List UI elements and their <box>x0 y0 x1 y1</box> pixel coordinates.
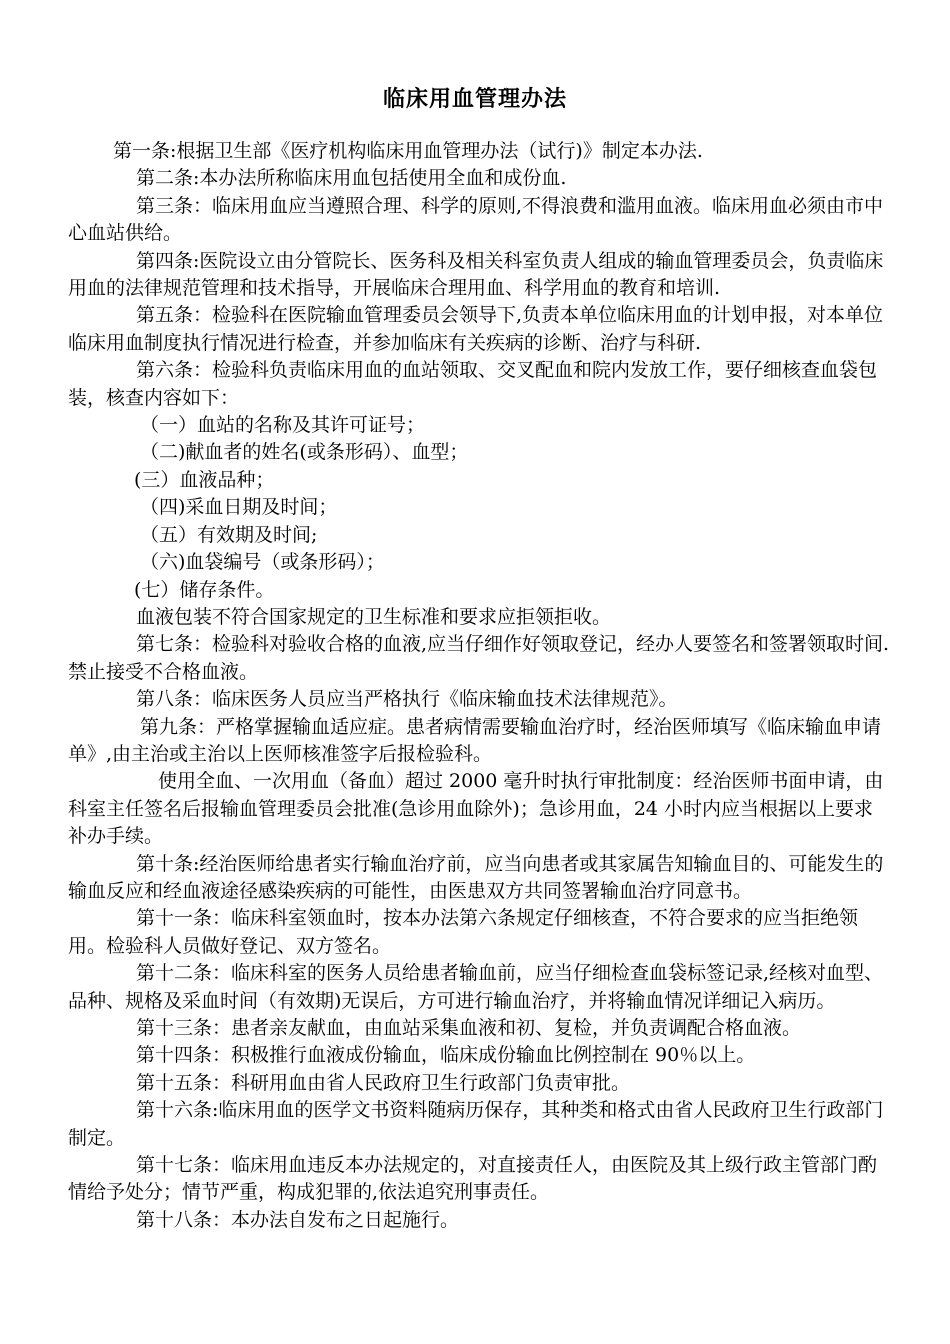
article-15: 第十五条：科研用血由省人民政府卫生行政部门负责审批。 <box>136 1071 631 1094</box>
article-14: 第十四条：积极推行血液成份输血，临床成份输血比例控制在 90％以上。 <box>136 1044 756 1067</box>
article-11: 第十一条：临床科室领血时，按本办法第六条规定仔细核查，不符合要求的应当拒绝领用。检验科人员做好登记、双方签名。 <box>68 907 859 957</box>
article-9: 第九条：严格掌握输血适应症。患者病情需要输血治疗时，经治医师填写《临床输血申请单》,由主治或主治以上医师核准签字后报检验科。 <box>68 715 882 765</box>
article-4: 第四条:医院设立由分管院长、医务科及相关科室负责人组成的输血管理委员会，负责临床用血的法律规范管理和技术指导，开展临床合理用血、科学用血的教育和培训. <box>68 249 884 300</box>
article-1: 第一条:根据卫生部《医疗机构临床用血管理办法（试行)》制定本办法. <box>113 140 703 162</box>
article-2: 第二条:本办法所称临床用血包括使用全血和成份血. <box>136 167 567 190</box>
check-item-1: （一）血站的名称及其许可证号； <box>140 414 426 437</box>
check-item-3: (三）血液品种； <box>134 468 275 491</box>
packaging-note: 血液包装不符合国家规定的卫生标准和要求应拒领拒收。 <box>136 605 612 628</box>
article-18: 第十八条：本办法自发布之日起施行。 <box>136 1208 460 1231</box>
article-10: 第十条:经治医师给患者实行输血治疗前，应当向患者或其家属告知输血目的、可能发生的输血反应和经血液途径感染疾病的可能性，由医患双方共同签署输血治疗同意书。 <box>68 852 884 902</box>
approval-rule: 使用全血、一次用血（备血）超过 2000 毫升时执行审批制度：经治医师书面申请，由科室主任签名后报输血管理委员会批准(急诊用血除外)；急诊用血，24 小时内应当根据以上要求补办手续。 <box>68 770 884 848</box>
check-item-5: （五）有效期及时间; <box>140 523 318 546</box>
article-17: 第十七条：临床用血违反本办法规定的，对直接责任人，由医院及其上级行政主管部门酌情给予处分；情节严重，构成犯罪的,依法追究刑事责任。 <box>68 1154 878 1204</box>
article-12: 第十二条：临床科室的医务人员给患者输血前，应当仔细检查血袋标签记录,经核对血型、品种、规格及采血时间（有效期)无误后，方可进行输血治疗，并将输血情况详细记入病历。 <box>68 962 884 1012</box>
check-item-7: (七）储存条件。 <box>134 578 275 601</box>
article-13: 第十三条：患者亲友献血，由血站采集血液和初、复检，并负责调配合格血液。 <box>136 1017 802 1039</box>
article-16: 第十六条:临床用血的医学文书资料随病历保存，其种类和格式由省人民政府卫生行政部门制定。 <box>68 1099 884 1149</box>
article-6: 第六条：检验科负责临床用血的血站领取、交叉配血和院内发放工作，要仔细核查血袋包装，核查内容如下： <box>68 359 878 409</box>
document-body <box>68 138 890 1234</box>
article-7: 第七条：检验科对验收合格的血液,应当仔细作好领取登记，经办人要签名和签署领取时间.禁止接受不合格血液。 <box>68 633 890 683</box>
document-title: 临床用血管理办法 <box>382 87 567 112</box>
article-3: 第三条：临床用血应当遵照合理、科学的原则,不得浪费和滥用血液。临床用血必须由市中心血站供给。 <box>68 194 884 245</box>
check-item-4: （四)采血日期及时间； <box>140 496 338 519</box>
article-8: 第八条：临床医务人员应当严格执行《临床输血技术法律规范》。 <box>136 688 678 711</box>
check-item-2: （二)献血者的姓名(或条形码）、血型； <box>140 441 469 464</box>
article-5: 第五条：检验科在医院输血管理委员会领导下,负责本单位临床用血的计划申报，对本单位临床用血制度执行情况进行检查，并参加临床有关疾病的诊断、治疗与科研. <box>68 304 884 354</box>
check-item-6: （六)血袋编号（或条形码）； <box>140 551 385 574</box>
